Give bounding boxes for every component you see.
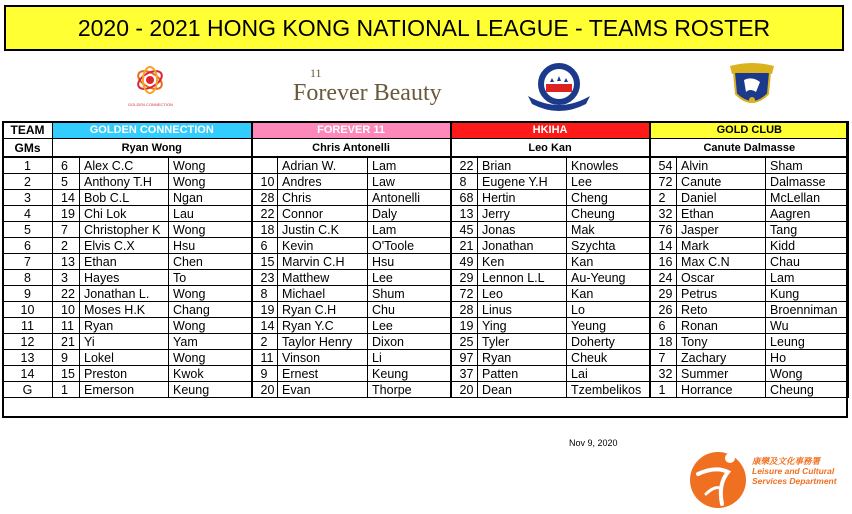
row-label: 7 <box>3 254 53 270</box>
last-name: Kan <box>567 286 650 302</box>
last-name: Kan <box>567 254 650 270</box>
row-label: 10 <box>3 302 53 318</box>
row-label: 9 <box>3 286 53 302</box>
last-name: Keung <box>169 382 252 398</box>
jersey-number: 2 <box>252 334 278 350</box>
jersey-number: 14 <box>53 190 80 206</box>
first-name: Max C.N <box>677 254 766 270</box>
last-name: Hsu <box>169 238 252 254</box>
jersey-number: 1 <box>53 382 80 398</box>
last-name: Leung <box>766 334 849 350</box>
roster-row <box>3 286 849 302</box>
last-name: To <box>169 270 252 286</box>
jersey-number: 54 <box>650 157 677 174</box>
golden-connection-logo-text: GOLDEN CONNECTION <box>128 102 173 107</box>
first-name: Kevin <box>278 238 368 254</box>
first-name: Jonathan L. <box>80 286 169 302</box>
roster-table <box>2 121 849 398</box>
jersey-number: 49 <box>451 254 478 270</box>
last-name: Ngan <box>169 190 252 206</box>
first-name: Oscar <box>677 270 766 286</box>
lcsd-english-line2: Services Department <box>752 476 837 486</box>
lcsd-english-line1: Leisure and Cultural <box>752 466 835 476</box>
row-label: 8 <box>3 270 53 286</box>
last-name: Antonelli <box>368 190 451 206</box>
first-name: Connor <box>278 206 368 222</box>
last-name: Wong <box>766 366 849 382</box>
jersey-number: 9 <box>252 366 278 382</box>
jersey-number: 3 <box>53 270 80 286</box>
first-name: Chi Lok <box>80 206 169 222</box>
last-name: Cheung <box>567 206 650 222</box>
last-name: Wong <box>169 318 252 334</box>
jersey-number: 26 <box>650 302 677 318</box>
forever-beauty-logo-number: 11 <box>310 66 322 80</box>
first-name: Yi <box>80 334 169 350</box>
lcsd-logo-icon <box>688 444 748 510</box>
last-name: Ho <box>766 350 849 366</box>
first-name: Petrus <box>677 286 766 302</box>
first-name: Ryan <box>478 350 567 366</box>
jersey-number: 14 <box>650 238 677 254</box>
first-name: Dean <box>478 382 567 398</box>
first-name: Ryan Y.C <box>278 318 368 334</box>
jersey-number: 97 <box>451 350 478 366</box>
last-name: Wu <box>766 318 849 334</box>
team-name-golden-connection: GOLDEN CONNECTION <box>53 122 252 139</box>
jersey-number: 2 <box>53 238 80 254</box>
first-name: Bob C.L <box>80 190 169 206</box>
last-name: Mak <box>567 222 650 238</box>
row-label: 14 <box>3 366 53 382</box>
page-title: 2020 - 2021 HONG KONG NATIONAL LEAGUE - TEAMS ROSTER <box>4 5 844 51</box>
first-name: Emerson <box>80 382 169 398</box>
jersey-number: 21 <box>53 334 80 350</box>
jersey-number: 14 <box>252 318 278 334</box>
first-name: Ken <box>478 254 567 270</box>
last-name: Wong <box>169 157 252 174</box>
first-name: Jasper <box>677 222 766 238</box>
last-name: Lam <box>766 270 849 286</box>
first-name: Tony <box>677 334 766 350</box>
jersey-number: 22 <box>252 206 278 222</box>
roster-row <box>3 334 849 350</box>
roster-row <box>3 190 849 206</box>
last-name: Lo <box>567 302 650 318</box>
first-name: Brian <box>478 157 567 174</box>
first-name: Patten <box>478 366 567 382</box>
first-name: Lennon L.L <box>478 270 567 286</box>
first-name: Alvin <box>677 157 766 174</box>
jersey-number: 22 <box>53 286 80 302</box>
first-name: Christopher K <box>80 222 169 238</box>
last-name: Cheng <box>567 190 650 206</box>
last-name: Lee <box>567 174 650 190</box>
last-name: Wong <box>169 222 252 238</box>
team-header-row <box>3 122 849 139</box>
jersey-number: 68 <box>451 190 478 206</box>
jersey-number: 32 <box>650 366 677 382</box>
roster-row <box>3 302 849 318</box>
jersey-number: 2 <box>650 190 677 206</box>
first-name: Jonathan <box>478 238 567 254</box>
last-name: Wong <box>169 286 252 302</box>
manager-hkiha: Leo Kan <box>451 139 650 158</box>
last-name: Yeung <box>567 318 650 334</box>
first-name: Ronan <box>677 318 766 334</box>
first-name: Matthew <box>278 270 368 286</box>
team-name-forever-11: FOREVER 11 <box>252 122 451 139</box>
first-name: Alex C.C <box>80 157 169 174</box>
last-name: Dalmasse <box>766 174 849 190</box>
last-name: Yam <box>169 334 252 350</box>
last-name: Lai <box>567 366 650 382</box>
last-name: Lee <box>368 318 451 334</box>
jersey-number: 45 <box>451 222 478 238</box>
row-label: 6 <box>3 238 53 254</box>
jersey-number: 7 <box>53 222 80 238</box>
first-name: Marvin C.H <box>278 254 368 270</box>
last-name: Wong <box>169 350 252 366</box>
jersey-number: 9 <box>53 350 80 366</box>
jersey-number: 10 <box>53 302 80 318</box>
first-name: Michael <box>278 286 368 302</box>
first-name: Leo <box>478 286 567 302</box>
jersey-number: 20 <box>252 382 278 398</box>
jersey-number: 15 <box>252 254 278 270</box>
jersey-number: 29 <box>451 270 478 286</box>
jersey-number: 6 <box>53 157 80 174</box>
first-name: Adrian W. <box>278 157 368 174</box>
last-name: Au-Yeung <box>567 270 650 286</box>
first-name: Reto <box>677 302 766 318</box>
last-name: Lau <box>169 206 252 222</box>
lcsd-logo-text <box>752 456 837 486</box>
roster-row <box>3 382 849 398</box>
last-name: Cheung <box>766 382 849 398</box>
roster-row <box>3 318 849 334</box>
jersey-number: 24 <box>650 270 677 286</box>
first-name: Andres <box>278 174 368 190</box>
row-label: 1 <box>3 157 53 174</box>
first-name: Jonas <box>478 222 567 238</box>
jersey-number: 20 <box>451 382 478 398</box>
jersey-number: 10 <box>252 174 278 190</box>
jersey-number: 72 <box>451 286 478 302</box>
jersey-number: 37 <box>451 366 478 382</box>
jersey-number: 25 <box>451 334 478 350</box>
jersey-number: 8 <box>451 174 478 190</box>
first-name: Hayes <box>80 270 169 286</box>
roster-row <box>3 350 849 366</box>
jersey-number: 19 <box>451 318 478 334</box>
first-name: Eugene Y.H <box>478 174 567 190</box>
jersey-number: 18 <box>252 222 278 238</box>
row-label: 13 <box>3 350 53 366</box>
roster-date: Nov 9, 2020 <box>569 438 618 448</box>
jersey-number: 6 <box>650 318 677 334</box>
roster-row <box>3 366 849 382</box>
last-name: Tzembelikos <box>567 382 650 398</box>
first-name: Linus <box>478 302 567 318</box>
manager-gold-club: Canute Dalmasse <box>650 139 849 158</box>
first-name: Chris <box>278 190 368 206</box>
first-name: Ethan <box>80 254 169 270</box>
forever-beauty-logo: Forever Beauty <box>293 80 442 106</box>
gms-label: GMs <box>3 139 53 158</box>
last-name: Lam <box>368 222 451 238</box>
roster-row <box>3 270 849 286</box>
jersey-number <box>252 157 278 174</box>
last-name: Thorpe <box>368 382 451 398</box>
row-label: 5 <box>3 222 53 238</box>
last-name: Lam <box>368 157 451 174</box>
roster-row <box>3 174 849 190</box>
row-label: 12 <box>3 334 53 350</box>
roster-row <box>3 206 849 222</box>
last-name: Kidd <box>766 238 849 254</box>
first-name: Evan <box>278 382 368 398</box>
jersey-number: 22 <box>451 157 478 174</box>
last-name: Daly <box>368 206 451 222</box>
row-label: G <box>3 382 53 398</box>
first-name: Taylor Henry <box>278 334 368 350</box>
first-name: Jerry <box>478 206 567 222</box>
jersey-number: 21 <box>451 238 478 254</box>
first-name: Zachary <box>677 350 766 366</box>
first-name: Justin C.K <box>278 222 368 238</box>
team-label: TEAM <box>3 122 53 139</box>
row-label: 11 <box>3 318 53 334</box>
last-name: Wong <box>169 174 252 190</box>
last-name: Shum <box>368 286 451 302</box>
last-name: Knowles <box>567 157 650 174</box>
last-name: Doherty <box>567 334 650 350</box>
last-name: Szychta <box>567 238 650 254</box>
manager-row <box>3 139 849 158</box>
jersey-number: 19 <box>53 206 80 222</box>
row-label: 4 <box>3 206 53 222</box>
last-name: Lee <box>368 270 451 286</box>
jersey-number: 13 <box>451 206 478 222</box>
jersey-number: 28 <box>252 190 278 206</box>
jersey-number: 8 <box>252 286 278 302</box>
team-name-hkiha: HKIHA <box>451 122 650 139</box>
roster-row <box>3 254 849 270</box>
jersey-number: 18 <box>650 334 677 350</box>
roster-row <box>3 238 849 254</box>
last-name: Kwok <box>169 366 252 382</box>
first-name: Ryan <box>80 318 169 334</box>
manager-golden-connection: Ryan Wong <box>53 139 252 158</box>
first-name: Ernest <box>278 366 368 382</box>
hkiha-logo <box>524 58 594 112</box>
jersey-number: 16 <box>650 254 677 270</box>
first-name: Preston <box>80 366 169 382</box>
last-name: Hsu <box>368 254 451 270</box>
first-name: Tyler <box>478 334 567 350</box>
jersey-number: 1 <box>650 382 677 398</box>
last-name: Aagren <box>766 206 849 222</box>
jersey-number: 11 <box>252 350 278 366</box>
jersey-number: 15 <box>53 366 80 382</box>
jersey-number: 72 <box>650 174 677 190</box>
jersey-number: 76 <box>650 222 677 238</box>
jersey-number: 13 <box>53 254 80 270</box>
first-name: Daniel <box>677 190 766 206</box>
first-name: Ethan <box>677 206 766 222</box>
first-name: Hertin <box>478 190 567 206</box>
last-name: Broenniman <box>766 302 849 318</box>
jersey-number: 19 <box>252 302 278 318</box>
last-name: Tang <box>766 222 849 238</box>
gold-club-logo <box>722 60 782 116</box>
jersey-number: 32 <box>650 206 677 222</box>
first-name: Ying <box>478 318 567 334</box>
last-name: Keung <box>368 366 451 382</box>
last-name: Chu <box>368 302 451 318</box>
last-name: Chang <box>169 302 252 318</box>
jersey-number: 29 <box>650 286 677 302</box>
row-label: 3 <box>3 190 53 206</box>
last-name: Law <box>368 174 451 190</box>
last-name: Kung <box>766 286 849 302</box>
first-name: Canute <box>677 174 766 190</box>
manager-forever-11: Chris Antonelli <box>252 139 451 158</box>
lcsd-chinese-name: 康樂及文化事務署 <box>752 456 821 466</box>
jersey-number: 11 <box>53 318 80 334</box>
first-name: Horrance <box>677 382 766 398</box>
first-name: Elvis C.X <box>80 238 169 254</box>
team-name-gold-club: GOLD CLUB <box>650 122 849 139</box>
last-name: Chen <box>169 254 252 270</box>
first-name: Moses H.K <box>80 302 169 318</box>
jersey-number: 5 <box>53 174 80 190</box>
row-label: 2 <box>3 174 53 190</box>
jersey-number: 6 <box>252 238 278 254</box>
last-name: Dixon <box>368 334 451 350</box>
jersey-number: 7 <box>650 350 677 366</box>
last-name: Chau <box>766 254 849 270</box>
first-name: Anthony T.H <box>80 174 169 190</box>
roster-body <box>3 157 849 398</box>
last-name: O'Toole <box>368 238 451 254</box>
first-name: Summer <box>677 366 766 382</box>
first-name: Ryan C.H <box>278 302 368 318</box>
last-name: Sham <box>766 157 849 174</box>
jersey-number: 28 <box>451 302 478 318</box>
first-name: Vinson <box>278 350 368 366</box>
roster-row <box>3 157 849 174</box>
last-name: Cheuk <box>567 350 650 366</box>
jersey-number: 23 <box>252 270 278 286</box>
first-name: Lokel <box>80 350 169 366</box>
last-name: McLellan <box>766 190 849 206</box>
last-name: Li <box>368 350 451 366</box>
first-name: Mark <box>677 238 766 254</box>
roster-row <box>3 222 849 238</box>
